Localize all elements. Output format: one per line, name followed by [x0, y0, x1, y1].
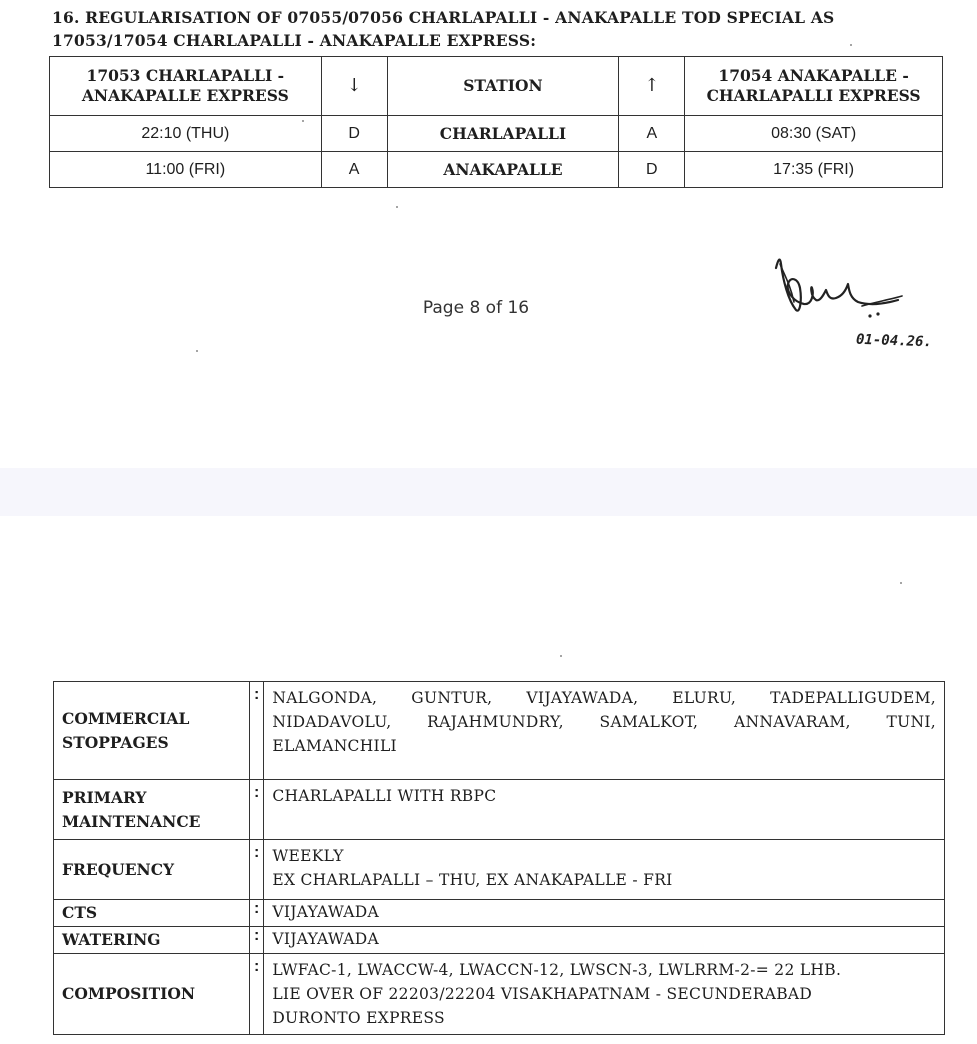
page-gap [0, 468, 977, 516]
heading-line-2: 17053/17054 CHARLAPALLI - ANAKAPALLE EXPRESS: [52, 31, 537, 50]
composition-line-1: LWFAC-1, LWACCW-4, LWACCN-12, LWSCN-3, LWLRRM-2-= 22 LHB. [272, 961, 842, 979]
up-arrival-departure: D [619, 152, 685, 188]
scan-speck [560, 655, 562, 657]
table-row [54, 927, 945, 954]
scan-speck [196, 350, 198, 352]
heading-line-1: 16. REGULARISATION OF 07055/07056 CHARLAPALLI - ANAKAPALLE TOD SPECIAL AS [52, 8, 835, 27]
label-frequency: FREQUENCY [54, 840, 250, 900]
label-cts: CTS [54, 900, 250, 927]
details-table [53, 681, 945, 1035]
section-heading [52, 6, 952, 52]
table-row [54, 840, 945, 900]
up-time: 17:35 (FRI) [685, 152, 943, 188]
header-down-train: 17053 CHARLAPALLI - ANAKAPALLE EXPRESS [50, 57, 322, 116]
scan-speck [396, 206, 398, 208]
separator: : [250, 954, 264, 1035]
table-row [50, 152, 943, 188]
frequency-line-1: WEEKLY [272, 847, 344, 865]
scan-speck [302, 120, 304, 122]
down-time: 11:00 (FRI) [50, 152, 322, 188]
table-row [54, 954, 945, 1035]
separator: : [250, 927, 264, 954]
separator: : [250, 780, 264, 840]
station-name: CHARLAPALLI [387, 116, 619, 152]
scan-speck [900, 582, 902, 584]
up-arrival-departure: A [619, 116, 685, 152]
up-arrow-icon: ↑ [619, 57, 685, 116]
value-composition [264, 954, 945, 1035]
label-primary-maintenance: PRIMARY MAINTENANCE [54, 780, 250, 840]
value-watering: VIJAYAWADA [264, 927, 945, 954]
value-cts: VIJAYAWADA [264, 900, 945, 927]
station-name: ANAKAPALLE [387, 152, 619, 188]
table-row [50, 116, 943, 152]
label-watering: WATERING [54, 927, 250, 954]
separator: : [250, 682, 264, 780]
header-up-train: 17054 ANAKAPALLE - CHARLAPALLI EXPRESS [685, 57, 943, 116]
header-station: STATION [387, 57, 619, 116]
down-arrival-departure: D [321, 116, 387, 152]
table-row [54, 900, 945, 927]
timetable [49, 56, 943, 188]
label-composition: COMPOSITION [54, 954, 250, 1035]
signature-date: 01-04.26. [855, 331, 933, 351]
up-time: 08:30 (SAT) [685, 116, 943, 152]
composition-line-3: DURONTO EXPRESS [272, 1009, 445, 1027]
scan-speck [850, 44, 852, 46]
down-arrival-departure: A [321, 152, 387, 188]
value-commercial-stoppages: NALGONDA, GUNTUR, VIJAYAWADA, ELURU, TADEPALLIGUDEM, NIDADAVOLU, RAJAHMUNDRY, SAMALKOT, ANNAVARAM, TUNI, ELAMANCHILI [264, 682, 945, 780]
table-row [54, 780, 945, 840]
timetable-header-row [50, 57, 943, 116]
separator: : [250, 900, 264, 927]
label-commercial-stoppages: COMMERCIAL STOPPAGES [54, 682, 250, 780]
down-arrow-icon: ↓ [321, 57, 387, 116]
page-number: Page 8 of 16 [422, 298, 530, 318]
frequency-line-2: EX CHARLAPALLI – THU, EX ANAKAPALLE - FRI [272, 871, 673, 889]
table-row [54, 682, 945, 780]
value-frequency [264, 840, 945, 900]
value-primary-maintenance: CHARLAPALLI WITH RBPC [264, 780, 945, 840]
composition-line-2: LIE OVER OF 22203/22204 VISAKHAPATNAM - SECUNDERABAD [272, 985, 813, 1003]
separator: : [250, 840, 264, 900]
down-time: 22:10 (THU) [50, 116, 322, 152]
